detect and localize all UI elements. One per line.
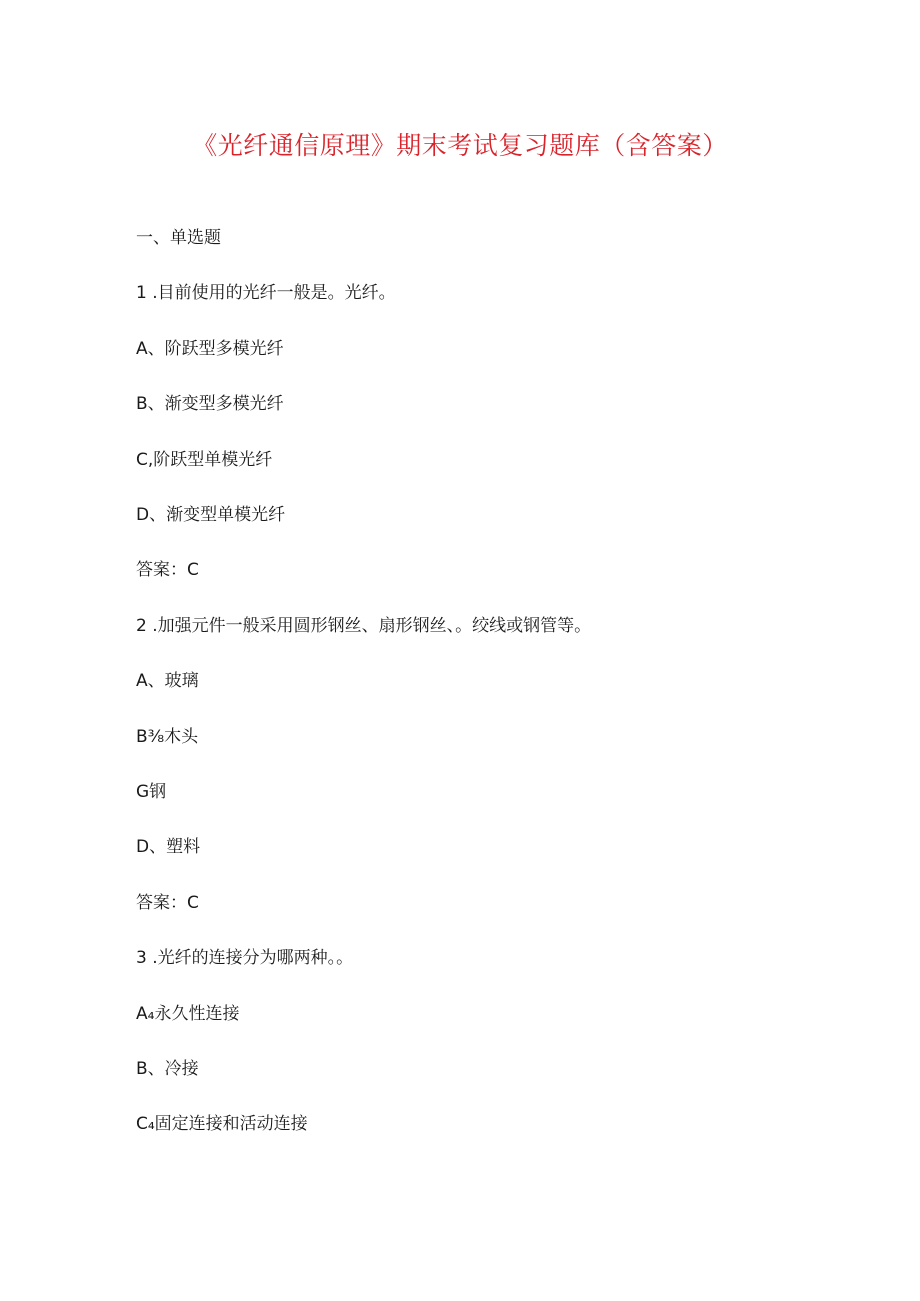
question-1-option-b: B、渐变型多模光纤	[136, 394, 284, 414]
section-heading: 一、单选题	[136, 228, 221, 248]
question-2-answer: 答案：C	[136, 893, 199, 913]
question-3-option-c: C₄固定连接和活动连接	[136, 1114, 308, 1134]
question-1-stem: 1 .目前使用的光纤一般是。光纤。	[136, 283, 396, 303]
question-3-stem: 3 .光纤的连接分为哪两种。。	[136, 948, 354, 968]
question-1-option-a: A、阶跃型多模光纤	[136, 339, 284, 359]
document-title: 《光纤通信原理》期末考试复习题库（含答案）	[192, 131, 728, 160]
question-2-option-b: B⅜木头	[136, 727, 199, 747]
question-2-option-a: A、玻璃	[136, 671, 199, 691]
question-1-answer: 答案：C	[136, 560, 199, 580]
question-1-option-d: D、渐变型单模光纤	[136, 505, 286, 525]
question-3-option-b: B、冷接	[136, 1059, 199, 1079]
question-3-option-a: A₄永久性连接	[136, 1004, 240, 1024]
question-1-option-c: C,阶跃型单模光纤	[136, 450, 273, 470]
question-2-option-c: G钢	[136, 782, 167, 802]
question-2-stem: 2 .加强元件一般采用圆形钢丝、扇形钢丝、。绞线或钢管等。	[136, 616, 592, 636]
question-2-option-d: D、塑料	[136, 837, 201, 857]
